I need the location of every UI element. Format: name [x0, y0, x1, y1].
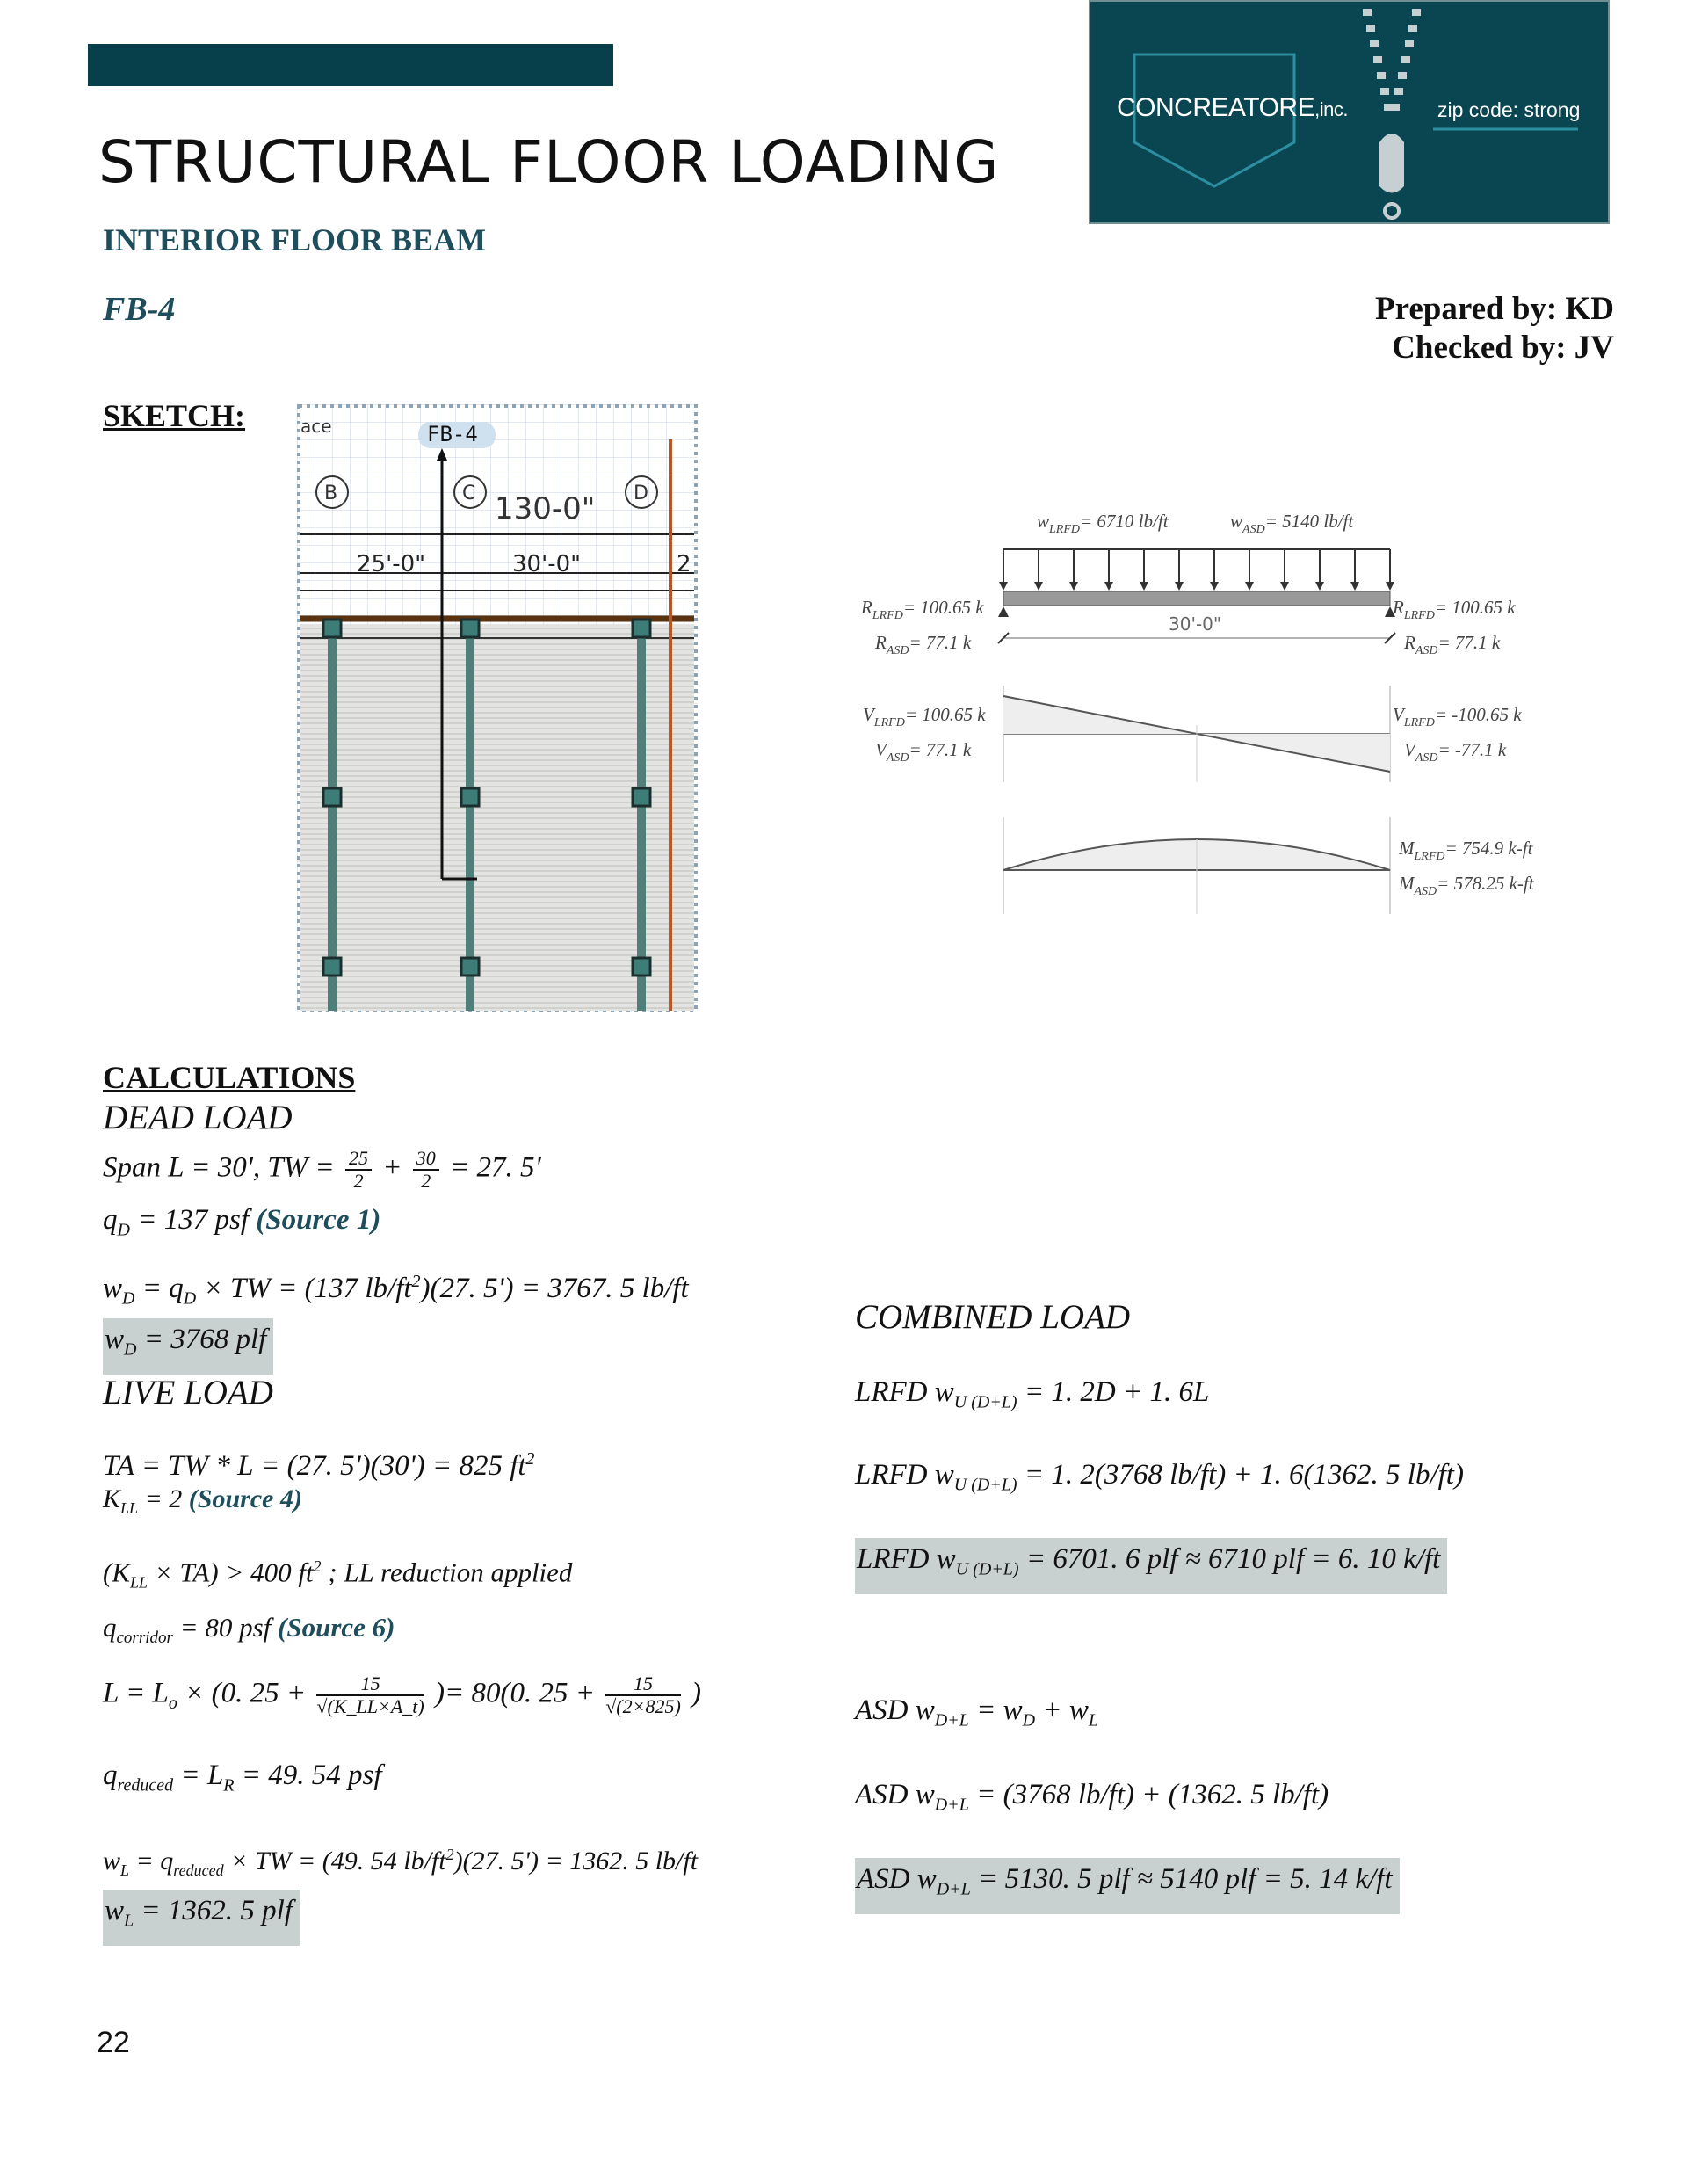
r-right-asd-label: $R_{ASD}= 77.1$ k [1404, 632, 1501, 657]
r-right-lrfd-label: $R_{LRFD}= 100.65$ k [1393, 597, 1516, 622]
page-subtitle: INTERIOR FLOOR BEAM [103, 222, 487, 258]
w-asd-label: $w_{ASD}= 5140$ lb/ft [1230, 511, 1354, 536]
asd-combo-substituted: ASD $w_{D+L} = (3768$ lb/ft) + (1362. 5 lb/ft) [855, 1779, 1329, 1815]
load-arrows [1003, 549, 1390, 584]
grid-label-d: D [634, 483, 648, 504]
wd-result: $w_D = 3768$ plf [103, 1318, 273, 1375]
grid-label-b: B [324, 483, 338, 504]
kll-equation: $K_{LL} = 2$ (Source 4) [103, 1484, 302, 1517]
logo-tagline: zip code: strong [1437, 98, 1581, 121]
wl-result: $w_L = 1362$. 5 plf [103, 1890, 300, 1946]
ll-reduction-check: $(K_{LL} \times TA) > 400$ $ft^2$ ; LL reduction applied [103, 1556, 573, 1592]
company-logo [1089, 0, 1610, 224]
lrfd-combo-substituted: LRFD $w_{U (D+L)} = 1$. 2(3768 lb/ft) + 1. 6(1362. 5 lb/ft) [855, 1459, 1464, 1495]
lrfd-combo-result: LRFD $w_{U (D+L)} = 6701$. 6 plf ≈ 6710 plf = 6. 10 k/ft [855, 1538, 1447, 1594]
plan-beam-tag: FB-4 [427, 422, 478, 446]
v-left-asd-label: $V_{ASD}= 77.1$ k [875, 739, 972, 765]
asd-combo-result: ASD $w_{D+L} = 5130$. 5 plf ≈ 5140 plf = 5. 14 k/ft [855, 1858, 1400, 1914]
plan-dim-1: 25'-0" [357, 551, 426, 577]
ta-equation: TA = TW * L = (27. 5')(30') = 825 $ft^2$ [103, 1449, 535, 1482]
source-6-ref: (Source 6) [278, 1612, 395, 1643]
zipper-icon [1363, 9, 1421, 218]
prepared-by: Prepared by: KD [1374, 291, 1614, 327]
prepared-checked-block [1375, 290, 1614, 367]
beam-id: FB-4 [103, 291, 176, 328]
plan-dim-3: 2 [677, 551, 691, 577]
header-accent-bar [88, 44, 613, 86]
floor-plan-sketch [297, 404, 698, 1012]
page-title: STRUCTURAL FLOOR LOADING [98, 128, 1000, 196]
left-support-icon [998, 606, 1009, 617]
plan-corner-text: ace [300, 416, 332, 437]
live-load-heading: LIVE LOAD [103, 1374, 273, 1411]
m-lrfd-label: $M_{LRFD}= 754.9$ k-ft [1399, 838, 1533, 863]
plan-dim-2: 30'-0" [512, 551, 582, 577]
beam-diagram [844, 501, 1546, 923]
r-left-asd-label: $R_{ASD}= 77.1$ k [875, 632, 972, 657]
v-left-lrfd-label: $V_{LRFD}= 100.65$ k [863, 704, 986, 729]
v-right-asd-label: $V_{ASD}= -77.1$ k [1404, 739, 1507, 765]
m-asd-label: $M_{ASD}= 578.25$ k-ft [1399, 873, 1534, 898]
source-4-ref: (Source 4) [188, 1484, 302, 1513]
lrfd-combo-formula: LRFD $w_{U (D+L)} = 1$. 2D + 1. 6L [855, 1376, 1210, 1412]
grid-label-c: C [462, 483, 476, 504]
plan-total-dim: 130-0" [495, 491, 596, 526]
span-equation: Span L = 30', TW = $\frac{25}{2}$ + $\frac{30}{2}$ = 27. 5' [103, 1147, 541, 1192]
logo-company-name: CONCREATORE,inc. [1117, 93, 1348, 122]
combined-load-heading: COMBINED LOAD [855, 1298, 1131, 1336]
reduced-ll-equation: $L = L_o \times (0$. 25 + $\frac{15}{√(K\_LL\times A\_t)}$ )= 80(0. 25 + $\frac{15}{√(2\times 825)}$ ) [103, 1672, 702, 1717]
sketch-label: SKETCH: [103, 398, 246, 433]
page-number: 22 [97, 2026, 130, 2059]
w-lrfd-label: $w_{LRFD}= 6710$ lb/ft [1037, 511, 1169, 536]
dead-load-heading: DEAD LOAD [103, 1099, 293, 1136]
plan-slab-hatch [300, 624, 694, 1011]
qcorridor-equation: $q_{corridor} = 80$ psf (Source 6) [103, 1612, 395, 1648]
v-right-lrfd-label: $V_{LRFD}= -100.65$ k [1393, 704, 1522, 729]
qd-equation: $q_D = 137$ psf (Source 1) [103, 1204, 381, 1240]
span-label: 30'-0" [1169, 613, 1222, 635]
checked-by: Checked by: JV [1392, 330, 1614, 366]
asd-combo-formula: ASD $w_{D+L} = w_D + w_L$ [855, 1694, 1098, 1731]
wd-equation: $w_D = q_D$ × TW = (137 $lb/ft^2)(27$. 5') = 3767. 5 lb/ft [103, 1272, 689, 1309]
r-left-lrfd-label: $R_{LRFD}= 100.65$ k [861, 597, 984, 622]
beam-member [1003, 591, 1390, 606]
wl-equation: $w_L = q_{reduced}$ × TW = (49. 54 $lb/ft^2)(27$. 5') = 1362. 5 lb/ft [103, 1846, 699, 1879]
calculations-heading: CALCULATIONS [103, 1060, 356, 1095]
source-1-ref: (Source 1) [256, 1204, 381, 1236]
qreduced-equation: $q_{reduced} = L_R = 49$. 54 psf [103, 1760, 382, 1796]
